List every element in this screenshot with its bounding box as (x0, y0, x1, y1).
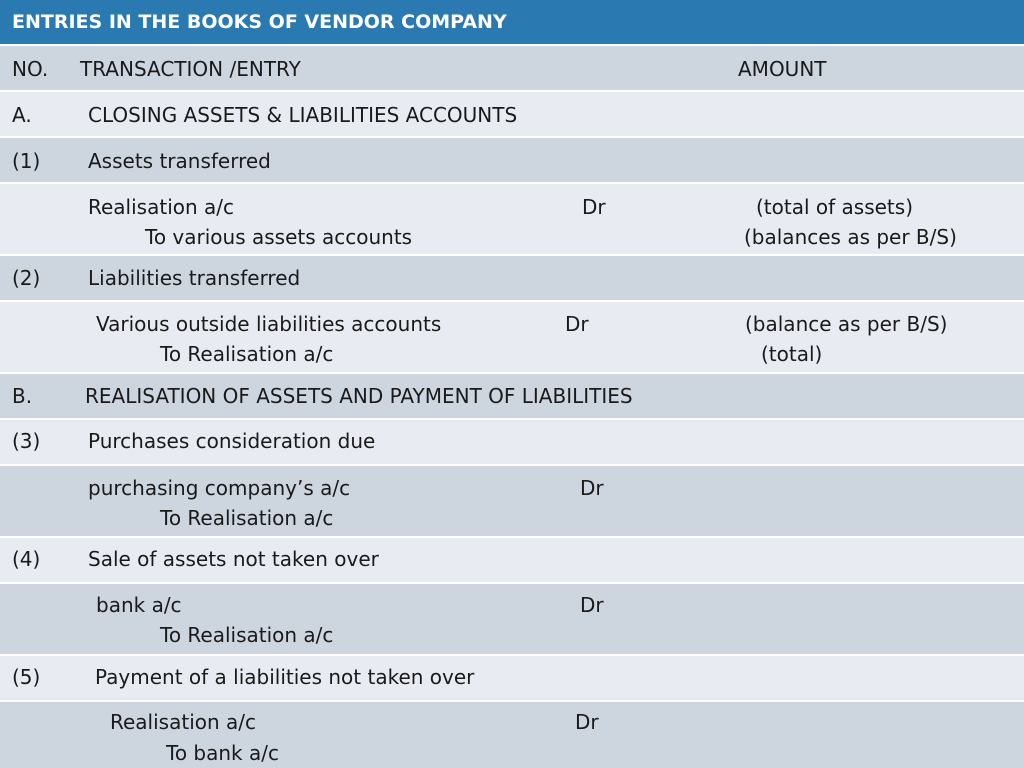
entry-1-credit-amount: (balances as per B/S) (744, 225, 957, 249)
entry-5-number: (5) (12, 665, 41, 689)
entry-3-heading: Purchases consideration due (88, 429, 376, 453)
entry-4-journal-row (0, 584, 1024, 656)
entry-1-heading-row (0, 138, 1024, 184)
entry-3-heading-row (0, 420, 1024, 466)
entry-2-debit-amount: (balance as per B/S) (745, 312, 948, 336)
column-header-amount: AMOUNT (738, 57, 827, 81)
entry-2-number: (2) (12, 266, 41, 290)
entry-4-dr-marker: Dr (580, 593, 604, 617)
entry-2-credit-account: To Realisation a/c (160, 342, 334, 366)
entry-1-number: (1) (12, 149, 41, 173)
entry-1-credit-account: To various assets accounts (145, 225, 413, 249)
entry-5-dr-marker: Dr (575, 710, 599, 734)
entry-5-credit-account: To bank a/c (166, 741, 279, 765)
entry-4-number: (4) (12, 547, 41, 571)
entry-5-journal-row (0, 702, 1024, 768)
entry-2-heading: Liabilities transferred (88, 266, 301, 290)
column-header-transaction: TRANSACTION /ENTRY (80, 57, 301, 81)
entry-4-credit-account: To Realisation a/c (160, 623, 334, 647)
entry-2-dr-marker: Dr (565, 312, 589, 336)
section-a-row (0, 92, 1024, 138)
entry-3-journal-row (0, 466, 1024, 538)
entry-5-debit-account: Realisation a/c (110, 710, 257, 734)
section-a-heading: CLOSING ASSETS & LIABILITIES ACCOUNTS (88, 103, 518, 127)
entry-2-debit-account: Various outside liabilities accounts (96, 312, 442, 336)
entry-5-heading-row (0, 656, 1024, 702)
section-a-label: A. (12, 103, 32, 127)
entry-3-dr-marker: Dr (580, 476, 604, 500)
entry-5-heading: Payment of a liabilities not taken over (95, 665, 475, 689)
entry-1-dr-marker: Dr (582, 195, 606, 219)
entry-4-heading-row (0, 538, 1024, 584)
column-header-row (0, 46, 1024, 92)
entry-1-debit-account: Realisation a/c (88, 195, 235, 219)
entry-1-journal-row (0, 184, 1024, 256)
column-header-no: NO. (12, 57, 49, 81)
entry-3-debit-account: purchasing company’s a/c (88, 476, 351, 500)
entry-4-heading: Sale of assets not taken over (88, 547, 379, 571)
table-title: ENTRIES IN THE BOOKS OF VENDOR COMPANY (12, 11, 507, 33)
entry-1-debit-amount: (total of assets) (756, 195, 913, 219)
entry-2-journal-row (0, 302, 1024, 374)
table-title-row (0, 0, 1024, 46)
entry-3-credit-account: To Realisation a/c (160, 506, 334, 530)
section-b-heading: REALISATION OF ASSETS AND PAYMENT OF LIABILITIES (85, 384, 633, 408)
section-b-row (0, 374, 1024, 420)
entry-1-heading: Assets transferred (88, 149, 271, 173)
entry-2-heading-row (0, 256, 1024, 302)
entry-2-credit-amount: (total) (761, 342, 823, 366)
section-b-label: B. (12, 384, 33, 408)
entry-3-number: (3) (12, 429, 41, 453)
entry-4-debit-account: bank a/c (96, 593, 182, 617)
